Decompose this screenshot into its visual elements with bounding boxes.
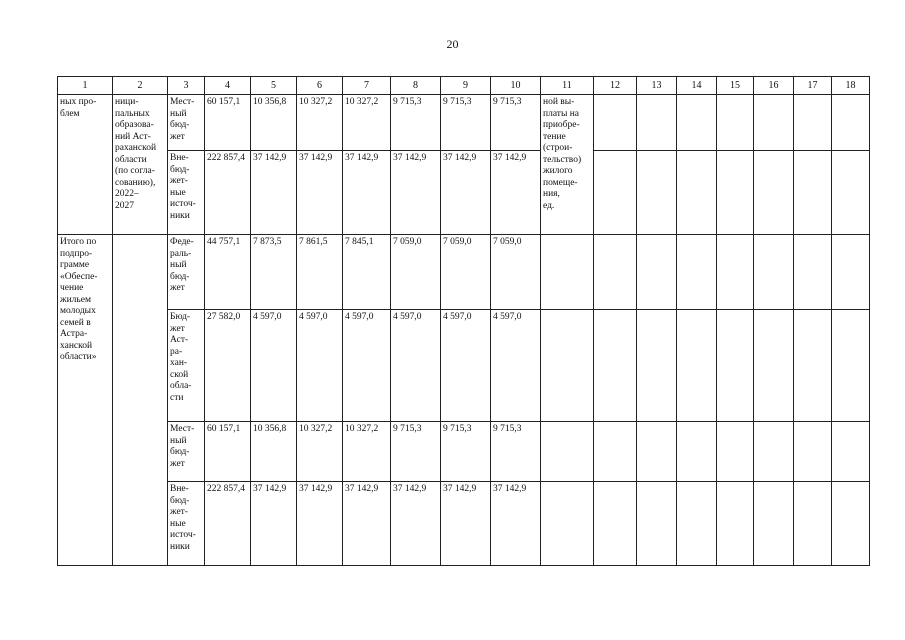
funding-source-cell: Бюд- жет Аст- ра- хан- ской обла- сти [168, 310, 205, 422]
value-cell: 60 157,1 [205, 95, 251, 151]
empty-cell [677, 310, 717, 422]
empty-cell [594, 422, 637, 482]
header-cell: 3 [168, 77, 205, 95]
indicator-cell: ной вы- платы на приобре- тение (строи- тельство) жилого помеще- ния, ед. [541, 95, 594, 235]
empty-cell [754, 95, 794, 151]
value-cell: 10 327,2 [343, 95, 391, 151]
measure-name-cell: ных про- блем [58, 95, 113, 235]
empty-cell [717, 235, 754, 310]
empty-cell [794, 422, 832, 482]
value-cell: 60 157,1 [205, 422, 251, 482]
value-cell: 9 715,3 [441, 422, 491, 482]
empty-cell [832, 235, 870, 310]
empty-cell [717, 482, 754, 566]
funding-source-cell: Вне- бюд- жет- ные источ- ники [168, 482, 205, 566]
value-cell: 4 597,0 [491, 310, 541, 422]
empty-cell [832, 482, 870, 566]
table-row [58, 482, 870, 566]
budget-table [57, 76, 870, 566]
header-cell: 14 [677, 77, 717, 95]
empty-cell [637, 151, 677, 235]
empty-cell [637, 422, 677, 482]
empty-cell [754, 310, 794, 422]
empty-cell [754, 151, 794, 235]
value-cell: 4 597,0 [391, 310, 441, 422]
executor-cell: ници- пальных образова- ний Аст- раханской области (по согла- сованию), 2022– 2027 [113, 95, 168, 235]
value-cell: 10 327,2 [297, 95, 343, 151]
funding-source-cell: Вне- бюд- жет- ные источ- ники [168, 151, 205, 235]
value-cell: 37 142,9 [343, 151, 391, 235]
header-cell: 11 [541, 77, 594, 95]
empty-cell [832, 95, 870, 151]
empty-cell [677, 235, 717, 310]
value-cell: 37 142,9 [441, 482, 491, 566]
table-row [58, 235, 870, 310]
value-cell: 4 597,0 [441, 310, 491, 422]
table-row [58, 422, 870, 482]
value-cell: 7 845,1 [343, 235, 391, 310]
value-cell: 37 142,9 [297, 151, 343, 235]
header-cell: 15 [717, 77, 754, 95]
empty-cell [794, 235, 832, 310]
value-cell: 10 327,2 [297, 422, 343, 482]
value-cell: 37 142,9 [251, 482, 297, 566]
empty-cell [637, 482, 677, 566]
header-cell: 6 [297, 77, 343, 95]
value-cell: 37 142,9 [251, 151, 297, 235]
value-cell: 7 873,5 [251, 235, 297, 310]
value-cell: 4 597,0 [297, 310, 343, 422]
header-cell: 18 [832, 77, 870, 95]
header-cell: 7 [343, 77, 391, 95]
empty-cell [594, 482, 637, 566]
value-cell: 37 142,9 [297, 482, 343, 566]
value-cell: 4 597,0 [251, 310, 297, 422]
value-cell: 44 757,1 [205, 235, 251, 310]
header-cell: 2 [113, 77, 168, 95]
empty-cell [717, 151, 754, 235]
empty-cell [594, 235, 637, 310]
empty-cell [717, 422, 754, 482]
empty-cell [637, 310, 677, 422]
value-cell: 37 142,9 [441, 151, 491, 235]
table-row [58, 151, 870, 235]
empty-cell [541, 422, 594, 482]
header-cell: 10 [491, 77, 541, 95]
empty-cell [594, 310, 637, 422]
value-cell: 37 142,9 [391, 151, 441, 235]
value-cell: 7 059,0 [441, 235, 491, 310]
empty-cell [113, 235, 168, 566]
funding-source-cell: Мест- ный бюд- жет [168, 95, 205, 151]
empty-cell [594, 95, 637, 151]
value-cell: 10 327,2 [343, 422, 391, 482]
header-cell: 4 [205, 77, 251, 95]
empty-cell [677, 482, 717, 566]
value-cell: 222 857,4 [205, 482, 251, 566]
value-cell: 9 715,3 [441, 95, 491, 151]
funding-source-cell: Мест- ный бюд- жет [168, 422, 205, 482]
header-cell: 17 [794, 77, 832, 95]
table-row [58, 95, 870, 151]
empty-cell [677, 422, 717, 482]
value-cell: 9 715,3 [391, 422, 441, 482]
empty-cell [832, 422, 870, 482]
value-cell: 37 142,9 [491, 151, 541, 235]
value-cell: 9 715,3 [491, 422, 541, 482]
value-cell: 9 715,3 [391, 95, 441, 151]
empty-cell [832, 310, 870, 422]
empty-cell [637, 235, 677, 310]
value-cell: 4 597,0 [343, 310, 391, 422]
header-cell: 9 [441, 77, 491, 95]
empty-cell [637, 95, 677, 151]
value-cell: 10 356,8 [251, 95, 297, 151]
value-cell: 7 059,0 [491, 235, 541, 310]
empty-cell [794, 151, 832, 235]
header-row [58, 77, 870, 95]
value-cell: 27 582,0 [205, 310, 251, 422]
value-cell: 37 142,9 [491, 482, 541, 566]
empty-cell [794, 310, 832, 422]
empty-cell [754, 422, 794, 482]
value-cell: 9 715,3 [491, 95, 541, 151]
empty-cell [717, 95, 754, 151]
value-cell: 7 059,0 [391, 235, 441, 310]
empty-cell [677, 95, 717, 151]
empty-cell [794, 482, 832, 566]
value-cell: 10 356,8 [251, 422, 297, 482]
empty-cell [754, 482, 794, 566]
empty-cell [541, 235, 594, 310]
empty-cell [594, 151, 637, 235]
value-cell: 37 142,9 [343, 482, 391, 566]
empty-cell [794, 95, 832, 151]
value-cell: 37 142,9 [391, 482, 441, 566]
page-number: 20 [446, 37, 459, 51]
empty-cell [754, 235, 794, 310]
header-cell: 12 [594, 77, 637, 95]
empty-cell [677, 151, 717, 235]
empty-cell [541, 310, 594, 422]
value-cell: 7 861,5 [297, 235, 343, 310]
empty-cell [541, 482, 594, 566]
header-cell: 13 [637, 77, 677, 95]
value-cell: 222 857,4 [205, 151, 251, 235]
header-cell: 5 [251, 77, 297, 95]
empty-cell [717, 310, 754, 422]
funding-source-cell: Феде- раль- ный бюд- жет [168, 235, 205, 310]
header-cell: 16 [754, 77, 794, 95]
table-row [58, 310, 870, 422]
header-cell: 1 [58, 77, 113, 95]
header-cell: 8 [391, 77, 441, 95]
subprogram-total-cell: Итого по подпро- грамме «Обеспе- чение жильем молодых семей в Астра- ханской области» [58, 235, 113, 566]
empty-cell [832, 151, 870, 235]
